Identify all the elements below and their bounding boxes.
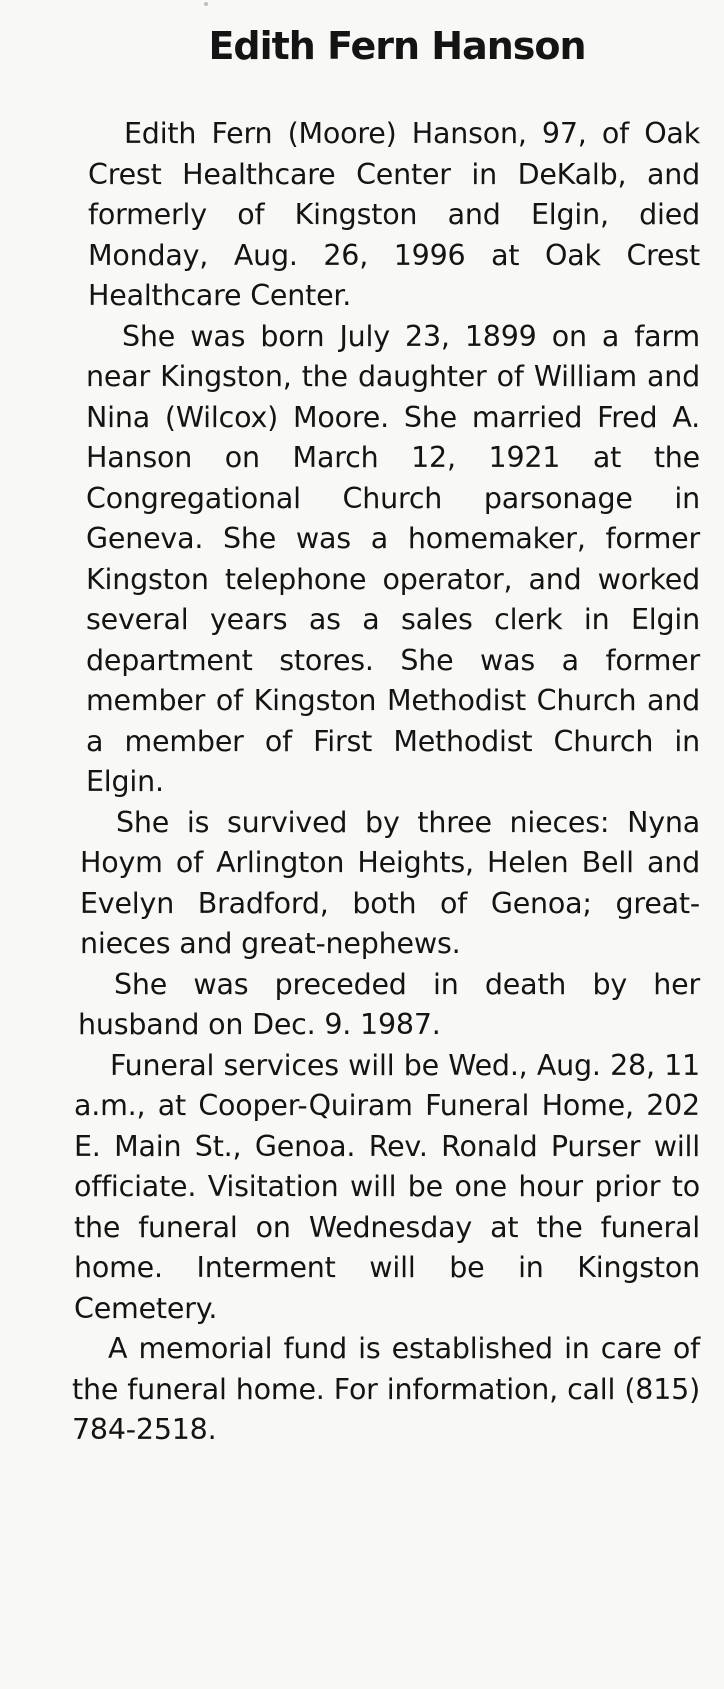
scan-speck bbox=[204, 2, 208, 6]
paragraph-preceded: She was preceded in death by her husband on Dec. 9. 1987. bbox=[78, 967, 700, 1041]
paragraph-biography: She was born July 23, 1899 on a farm near Kingston, the daughter of William and Nina (Wilcox) Moore. She married Fred A. Hanson on March 12, 1921 at the Congregational Church parsonage in Geneva. She was a homemaker, former Kingston telephone operator, and worked several years as a sales clerk in Elgin department stores. She was a former member of Kingston Methodist Church and a member of First Methodist Church in Elgin. bbox=[86, 319, 700, 798]
obituary-headline: Edith Fern Hanson bbox=[208, 24, 586, 68]
paragraph-survivors: She is survived by three nieces: Nyna Hoym of Arlington Heights, Helen Bell and Evelyn Bradford, both of Genoa; great-nieces and great-nephews. bbox=[80, 805, 700, 960]
paragraph-funeral-services: Funeral services will be Wed., Aug. 28, 11 a.m., at Cooper-Quiram Funeral Home, 202 E. Main St., Genoa. Rev. Ronald Purser will officiate. Visitation will be one hour prior to the funeral on Wednesday at the funeral home. Interment will be in Kingston Cemetery. bbox=[74, 1048, 700, 1325]
paragraph-memorial: A memorial fund is established in care of the funeral home. For information, call (815) 784-2518. bbox=[72, 1332, 700, 1446]
paragraph-death-notice: Edith Fern (Moore) Hanson, 97, of Oak Crest Healthcare Center in DeKalb, and formerly of Kingston and Elgin, died Monday, Aug. 26, 1996 at Oak Crest Healthcare Center. bbox=[88, 117, 700, 312]
obituary-body bbox=[72, 114, 700, 1451]
